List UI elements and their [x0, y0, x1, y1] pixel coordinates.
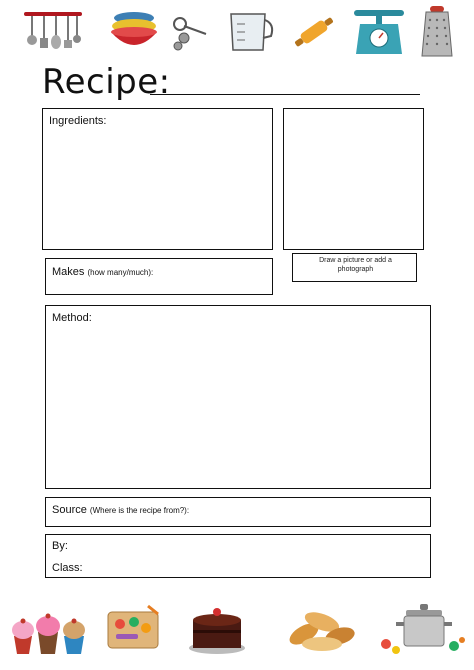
measuring-spoons-icon — [170, 12, 210, 52]
kitchen-scale-icon — [352, 6, 406, 56]
picture-box[interactable] — [283, 108, 424, 250]
picture-note: Draw a picture or add a photograph — [319, 257, 392, 273]
makes-box[interactable] — [45, 258, 273, 295]
bottom-icon-strip — [0, 596, 474, 666]
by-label: By: — [52, 540, 68, 552]
source-hint: (Where is the recipe from?): — [89, 506, 190, 515]
top-icon-strip — [0, 0, 474, 60]
title-underline — [150, 94, 420, 95]
ingredients-label: Ingredients: — [49, 115, 107, 127]
author-box[interactable] — [45, 534, 431, 578]
source-box[interactable] — [45, 497, 431, 527]
makes-title: Makes — [52, 266, 85, 278]
cooking-pot-icon — [376, 600, 466, 660]
method-label: Method: — [52, 312, 92, 324]
makes-label — [52, 266, 153, 278]
ingredients-box[interactable] — [42, 108, 273, 250]
page-title: Recipe: — [42, 62, 171, 102]
class-label: Class: — [52, 562, 83, 574]
method-box[interactable] — [45, 305, 431, 489]
bread-basket-icon — [286, 600, 358, 656]
picture-note-box — [292, 253, 417, 282]
utensils-rack-icon — [22, 8, 84, 54]
cupcakes-icon — [8, 602, 90, 658]
makes-hint: (how many/much): — [87, 268, 154, 277]
source-title: Source — [52, 504, 87, 516]
chopping-board-icon — [104, 602, 162, 658]
rolling-pin-icon — [290, 12, 338, 52]
measuring-jug-icon — [225, 8, 277, 54]
mixing-bowls-icon — [108, 8, 160, 54]
source-label — [52, 504, 189, 516]
chocolate-cake-icon — [187, 602, 247, 658]
grater-icon — [418, 4, 456, 58]
